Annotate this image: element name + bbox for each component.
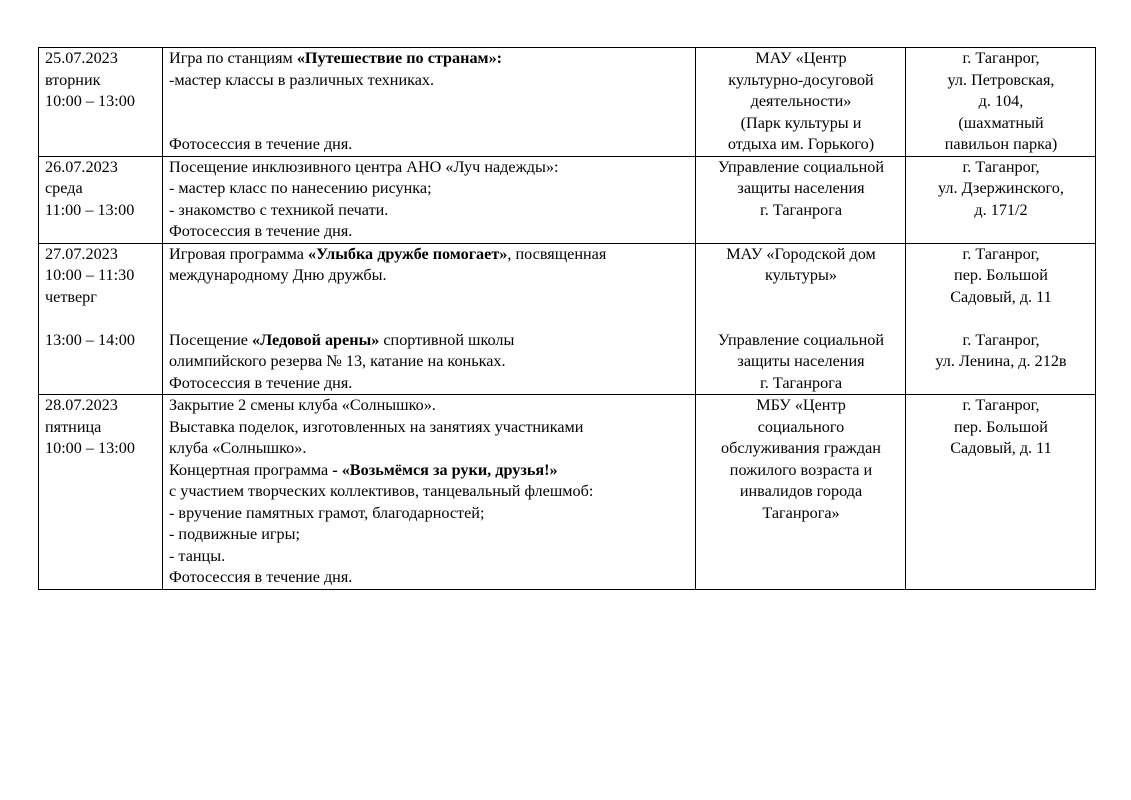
event-line: с участием творческих коллективов, танцевальный флешмоб: <box>169 482 594 500</box>
org-line: инвалидов города <box>739 482 863 500</box>
address-line: г. Таганрог, <box>962 396 1040 414</box>
org-line: социального <box>757 417 845 436</box>
org-line: культуры» <box>765 266 837 284</box>
address-line: Садовый, д. 11 <box>950 287 1052 306</box>
event-line: - вручение памятных грамот, благодарностей; <box>169 503 485 522</box>
address-line: ул. Ленина, д. 212в <box>935 352 1067 370</box>
event-title: Игровая программа «Улыбка дружбе помогает», посвященная <box>169 244 607 263</box>
org-line: г. Таганрога <box>759 373 843 392</box>
date-cell <box>39 243 163 395</box>
date: 28.07.2023 <box>45 396 118 414</box>
event-line: -мастер классы в различных техниках. <box>169 70 435 89</box>
address-cell <box>906 156 1096 243</box>
address-line: д. 104, <box>978 92 1024 110</box>
table-row <box>39 395 1096 590</box>
event-cell <box>163 48 696 157</box>
date-cell <box>39 48 163 157</box>
event-line: Посещение инклюзивного центра АНО «Луч надежды»: <box>169 157 559 176</box>
org-cell <box>696 395 906 590</box>
event-cell <box>163 243 696 395</box>
time: 13:00 – 14:00 <box>45 330 135 349</box>
org-line: МАУ «Центр <box>755 49 847 67</box>
org-line: отдыха им. Горького) <box>727 135 875 153</box>
weekday: среда <box>45 179 83 197</box>
address-line: пер. Большой <box>954 417 1048 436</box>
schedule-table <box>38 47 1096 590</box>
time: 10:00 – 11:30 <box>45 266 135 284</box>
event-title: Посещение «Ледовой арены» спортивной школы <box>169 330 515 349</box>
event-photo: Фотосессия в течение дня. <box>169 568 353 586</box>
address-line: г. Таганрог, <box>962 49 1040 67</box>
address-line: (шахматный <box>958 113 1044 132</box>
event-title: Игра по станциям «Путешествие по странам»: <box>169 49 503 67</box>
table-row <box>39 243 1096 395</box>
event-line: международному Дню дружбы. <box>169 266 387 284</box>
address-cell <box>906 48 1096 157</box>
event-line: - подвижные игры; <box>169 525 300 543</box>
event-photo: Фотосессия в течение дня. <box>169 373 353 392</box>
org-line: МБУ «Центр <box>756 396 846 414</box>
address-line: г. Таганрог, <box>962 330 1040 349</box>
event-cell <box>163 395 696 590</box>
address-line: г. Таганрог, <box>962 244 1040 263</box>
time: 10:00 – 13:00 <box>45 439 135 457</box>
address-line: павильон парка) <box>944 135 1058 153</box>
table-row <box>39 156 1096 243</box>
event-line: олимпийского резерва № 13, катание на коньках. <box>169 352 506 370</box>
weekday: четверг <box>45 287 97 306</box>
event-cell <box>163 156 696 243</box>
event-line: - знакомство с техникой печати. <box>169 200 389 219</box>
address-line: д. 171/2 <box>974 200 1028 219</box>
event-line: - танцы. <box>169 546 226 565</box>
event-line: Закрытие 2 смены клуба «Солнышко». <box>169 396 436 414</box>
date: 26.07.2023 <box>45 157 118 176</box>
event-line: - мастер класс по нанесению рисунка; <box>169 179 432 197</box>
address-cell <box>906 243 1096 395</box>
org-line: Таганрога» <box>762 503 840 522</box>
address-line: ул. Дзержинского, <box>938 179 1064 197</box>
address-line: Садовый, д. 11 <box>950 439 1052 457</box>
weekday: вторник <box>45 70 101 89</box>
org-line: МАУ «Городской дом <box>726 244 876 263</box>
time: 10:00 – 13:00 <box>45 92 135 110</box>
org-line: защиты населения <box>737 179 865 197</box>
org-cell <box>696 243 906 395</box>
org-line: г. Таганрога <box>759 200 843 219</box>
time: 11:00 – 13:00 <box>45 200 135 219</box>
event-line: клуба «Солнышко». <box>169 439 307 457</box>
address-line: пер. Большой <box>954 266 1048 284</box>
org-line: Управление социальной <box>717 157 885 176</box>
org-line: пожилого возраста и <box>729 460 873 479</box>
org-line: культурно-досуговой <box>728 70 874 89</box>
event-photo: Фотосессия в течение дня. <box>169 135 353 153</box>
address-line: г. Таганрог, <box>962 157 1040 176</box>
event-title: Концертная программа - «Возьмёмся за руки, друзья!» <box>169 460 558 479</box>
date-cell <box>39 156 163 243</box>
org-line: обслуживания граждан <box>721 439 881 457</box>
org-cell <box>696 48 906 157</box>
org-line: (Парк культуры и <box>740 113 862 132</box>
event-line: Выставка поделок, изготовленных на занятиях участниками <box>169 417 584 436</box>
address-line: ул. Петровская, <box>947 70 1055 89</box>
weekday: пятница <box>45 417 102 436</box>
org-cell <box>696 156 906 243</box>
address-cell <box>906 395 1096 590</box>
org-line: Управление социальной <box>717 330 885 349</box>
date-cell <box>39 395 163 590</box>
org-line: защиты населения <box>737 352 865 370</box>
date: 25.07.2023 <box>45 49 118 67</box>
table-row <box>39 48 1096 157</box>
org-line: деятельности» <box>750 92 852 110</box>
event-photo: Фотосессия в течение дня. <box>169 222 353 240</box>
date: 27.07.2023 <box>45 244 118 263</box>
